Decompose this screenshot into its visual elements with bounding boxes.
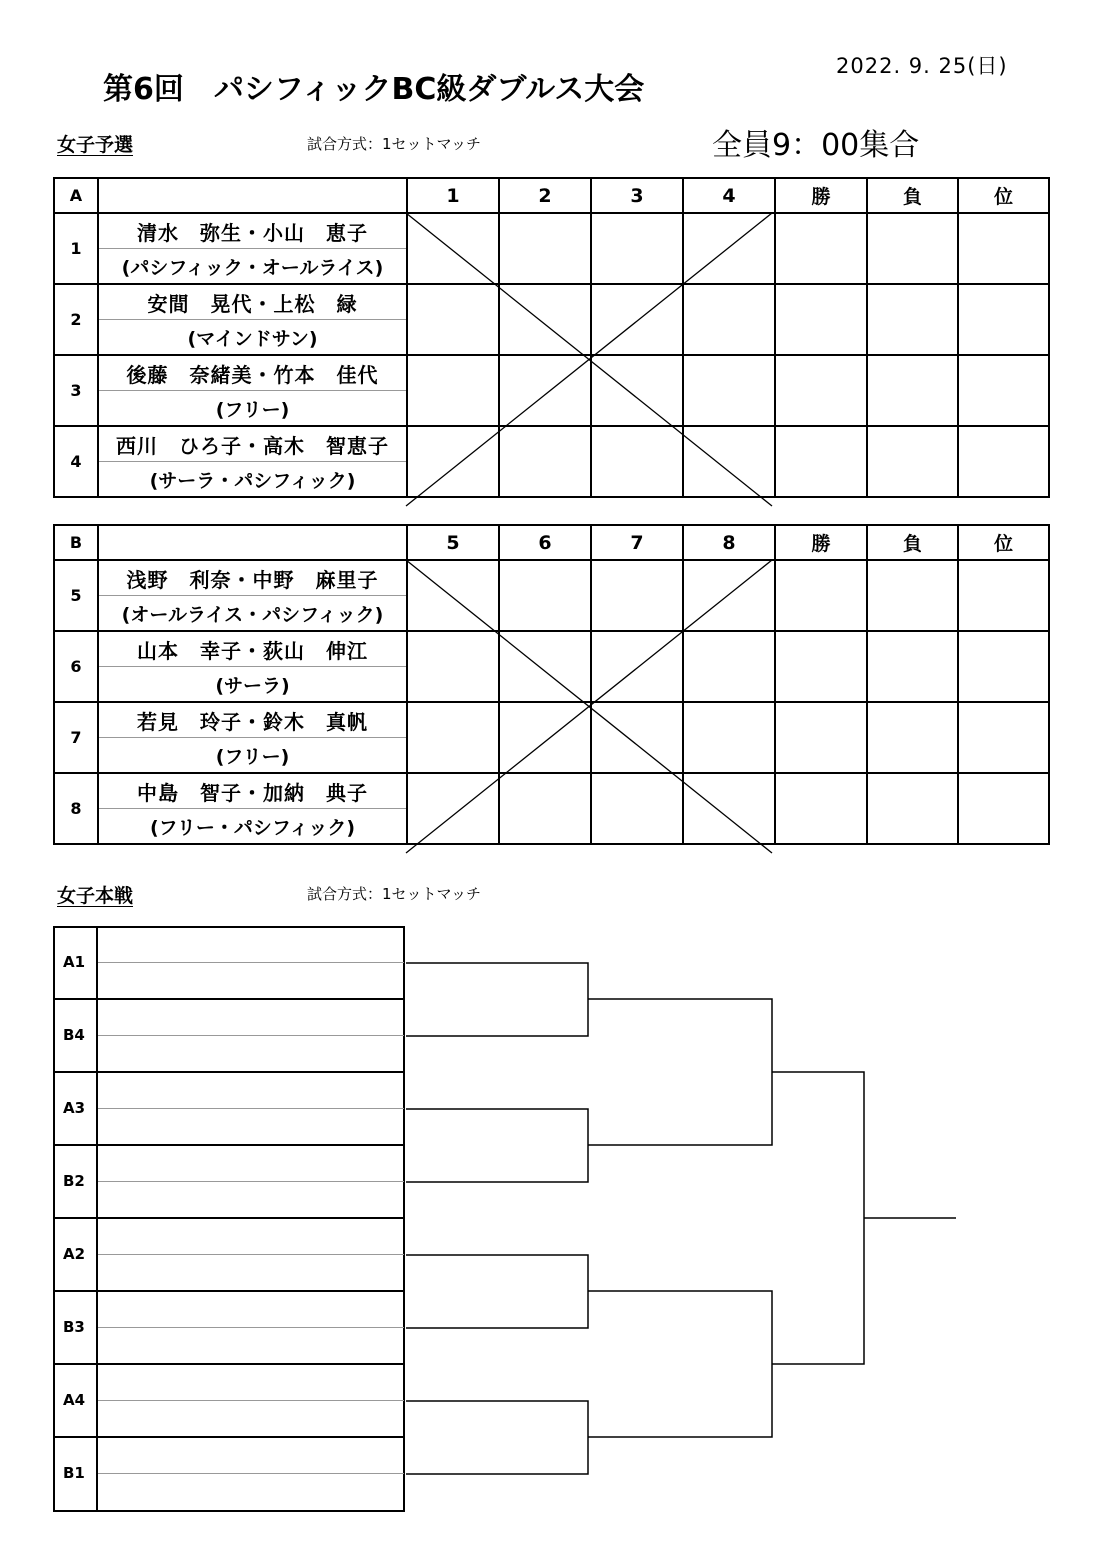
pool-a-col-3: 3 bbox=[591, 178, 683, 213]
pair-names: 山本 幸子・荻山 伸江 bbox=[98, 631, 407, 667]
pair-number: 2 bbox=[54, 284, 98, 355]
qualifier-heading: 女子予選 bbox=[57, 134, 134, 156]
pool-a-col-wins: 勝 bbox=[775, 178, 867, 213]
pool-a-col-losses: 負 bbox=[867, 178, 958, 213]
pair-number: 1 bbox=[54, 213, 98, 284]
seed-label: A4 bbox=[63, 1391, 86, 1409]
pool-a-col-2: 2 bbox=[499, 178, 591, 213]
pair-number: 3 bbox=[54, 355, 98, 426]
r1-match-1 bbox=[406, 963, 588, 1036]
pair-team: (サーラ) bbox=[98, 667, 407, 703]
pair-team: (フリー・パシフィック) bbox=[98, 809, 407, 845]
pair-number: 8 bbox=[54, 773, 98, 844]
r1-match-4 bbox=[406, 1401, 588, 1474]
seed-label: B3 bbox=[63, 1318, 85, 1336]
pool-b-col-6: 6 bbox=[499, 525, 591, 560]
r1-match-3 bbox=[406, 1255, 588, 1328]
r2-match-2 bbox=[588, 1291, 772, 1437]
pool-a-col-1: 1 bbox=[407, 178, 499, 213]
seed-label: A2 bbox=[63, 1245, 86, 1263]
pair-number: 4 bbox=[54, 426, 98, 497]
page-title: 第6回 パシフィックBC級ダブルス大会 bbox=[103, 72, 645, 107]
pair-team: (マインドサン) bbox=[98, 320, 407, 356]
pool-b-col-losses: 負 bbox=[867, 525, 958, 560]
seed-label: B4 bbox=[63, 1026, 85, 1044]
pair-number: 6 bbox=[54, 631, 98, 702]
qualifier-format: 試合方式：1セットマッチ bbox=[307, 135, 481, 153]
seed-label: B1 bbox=[63, 1464, 85, 1482]
seed-label: A1 bbox=[63, 953, 86, 971]
assembly-time: 全員9：00集合 bbox=[712, 128, 920, 163]
pair-number: 7 bbox=[54, 702, 98, 773]
seed-label: B2 bbox=[63, 1172, 85, 1190]
pair-names: 中島 智子・加納 典子 bbox=[98, 773, 407, 809]
pool-b-col-rank: 位 bbox=[958, 525, 1049, 560]
main-draw-format: 試合方式：1セットマッチ bbox=[307, 885, 481, 903]
pair-team: (オールライス・パシフィック) bbox=[98, 596, 407, 632]
r1-match-2 bbox=[406, 1109, 588, 1182]
pool-a-id: A bbox=[54, 178, 98, 213]
pool-a-col-4: 4 bbox=[683, 178, 775, 213]
pool-b-col-wins: 勝 bbox=[775, 525, 867, 560]
pair-names: 後藤 奈緒美・竹本 佳代 bbox=[98, 355, 407, 391]
pair-number: 5 bbox=[54, 560, 98, 631]
pair-names: 若見 玲子・鈴木 真帆 bbox=[98, 702, 407, 738]
pair-team: (フリー) bbox=[98, 391, 407, 427]
pool-b-id: B bbox=[54, 525, 98, 560]
pool-a-col-rank: 位 bbox=[958, 178, 1049, 213]
main-draw-heading: 女子本戦 bbox=[57, 885, 134, 907]
event-date: 2022. 9. 25(日) bbox=[836, 54, 1008, 78]
final-match bbox=[772, 1072, 864, 1364]
pool-b-col-8: 8 bbox=[683, 525, 775, 560]
r2-match-1 bbox=[588, 999, 772, 1145]
pair-names: 西川 ひろ子・高木 智恵子 bbox=[98, 426, 407, 462]
pair-team: (フリー) bbox=[98, 738, 407, 774]
pair-team: (パシフィック・オールライス) bbox=[98, 249, 407, 285]
pool-b-col-7: 7 bbox=[591, 525, 683, 560]
pair-team: (サーラ・パシフィック) bbox=[98, 462, 407, 498]
pool-b-col-5: 5 bbox=[407, 525, 499, 560]
pair-names: 清水 弥生・小山 恵子 bbox=[98, 213, 407, 249]
pair-names: 安間 晃代・上松 緑 bbox=[98, 284, 407, 320]
seed-label: A3 bbox=[63, 1099, 86, 1117]
pair-names: 浅野 利奈・中野 麻里子 bbox=[98, 560, 407, 596]
